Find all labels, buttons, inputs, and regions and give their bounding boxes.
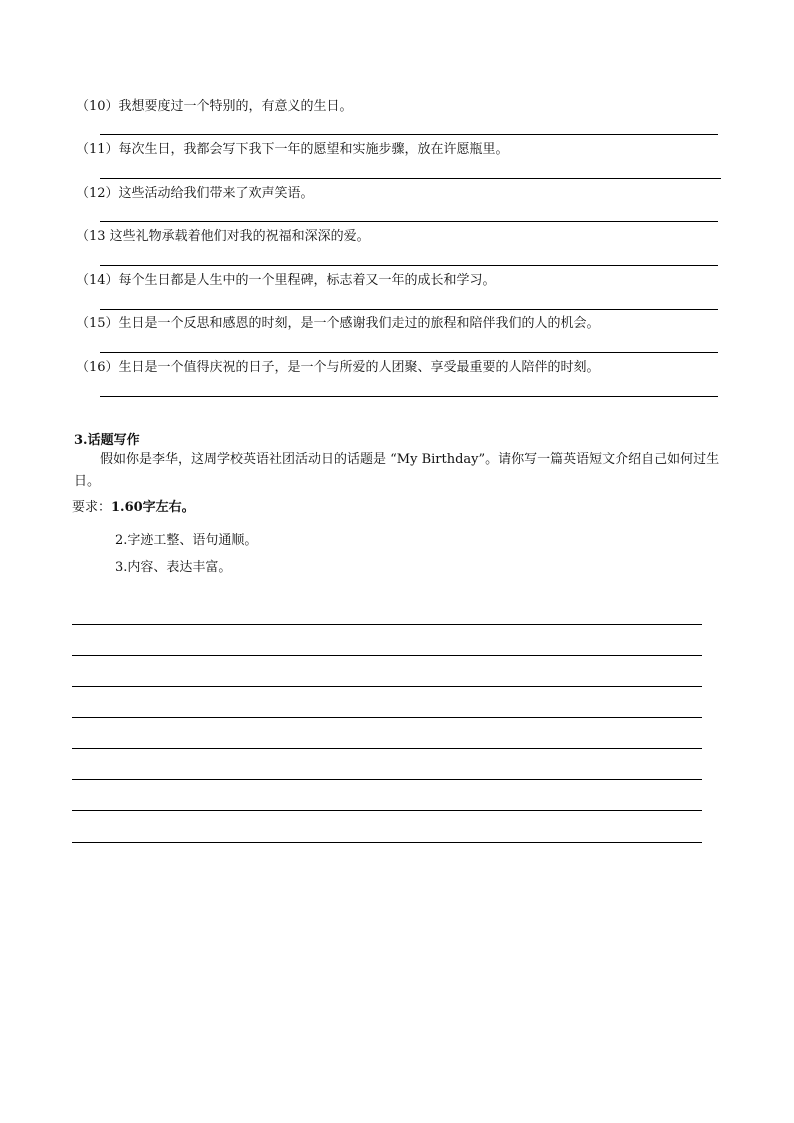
item-10-text: （10）我想要度过一个特别的，有意义的生日。 — [76, 99, 353, 114]
writing-line[interactable] — [72, 686, 702, 687]
requirement-1-text: 1.60字左右。 — [111, 500, 195, 515]
writing-line[interactable] — [72, 624, 702, 625]
writing-line[interactable] — [72, 842, 702, 843]
requirement-3 — [115, 560, 231, 576]
item-14-text: （14）每个生日都是人生中的一个里程碑，标志着又一年的成长和学习。 — [76, 273, 496, 288]
answer-line-16[interactable] — [100, 396, 718, 397]
requirement-2 — [115, 533, 257, 549]
writing-line[interactable] — [72, 748, 702, 749]
section-3-heading: 3.话题写作 — [74, 433, 140, 448]
writing-line[interactable] — [72, 779, 702, 780]
requirement-1 — [72, 500, 195, 516]
item-16-text: （16）生日是一个值得庆祝的日子，是一个与所爱的人团聚、享受最重要的人陪伴的时刻。 — [76, 360, 600, 375]
item-15-text: （15）生日是一个反思和感恩的时刻，是一个感谢我们走过的旅程和陪伴我们的人的机会。 — [76, 316, 600, 331]
answer-line-10[interactable] — [100, 134, 718, 135]
writing-prompt — [74, 449, 724, 493]
requirement-3-text: 3.内容、表达丰富。 — [115, 560, 232, 575]
answer-line-13[interactable] — [100, 265, 718, 266]
answer-line-14[interactable] — [100, 309, 718, 310]
requirement-2-text: 2.字迹工整、语句通顺。 — [115, 533, 258, 548]
writing-prompt-text: 假如你是李华，这周学校英语社团活动日的话题是 “My Birthday”。请你写一篇英语短文介绍自己如何过生日。 — [74, 452, 720, 489]
item-13-text: （13 这些礼物承载着他们对我的祝福和深深的爱。 — [76, 229, 370, 244]
item-11-text: （11）每次生日，我都会写下我下一年的愿望和实施步骤，放在许愿瓶里。 — [76, 142, 509, 157]
writing-line[interactable] — [72, 810, 702, 811]
writing-line[interactable] — [72, 717, 702, 718]
requirements-label: 要求： — [72, 500, 112, 515]
answer-line-12[interactable] — [100, 221, 718, 222]
answer-line-11[interactable] — [100, 178, 721, 179]
item-12-text: （12）这些活动给我们带来了欢声笑语。 — [76, 186, 314, 201]
writing-line[interactable] — [72, 655, 702, 656]
answer-line-15[interactable] — [100, 352, 718, 353]
